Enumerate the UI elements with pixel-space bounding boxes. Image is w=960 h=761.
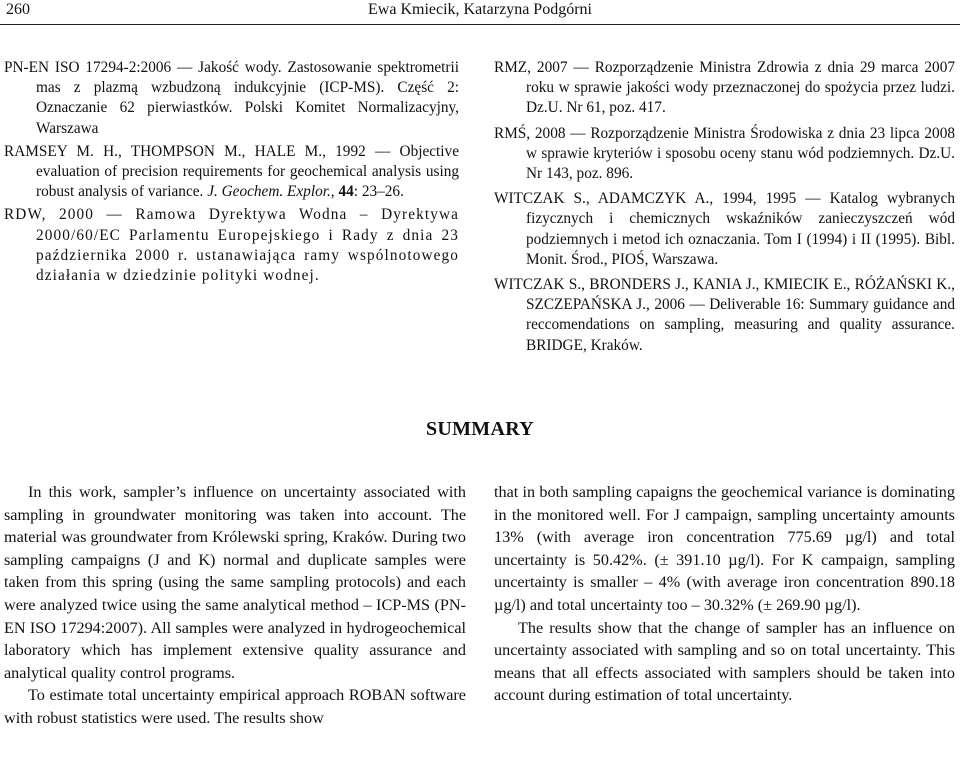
summary-paragraph: To estimate total uncertainty empirical approach ROBAN software with robust statistics were used. The results show — [4, 686, 466, 727]
reference-item: RMŚ, 2008 — Rozporządzenie Ministra Środowiska z dnia 23 lipca 2008 w sprawie kryteriów i sposobu oceny stanu wód podziemnych. Dz.U. Nr 143, poz. 896. — [494, 124, 955, 183]
summary-paragraph: that in both sampling capaigns the geochemical variance is dominating in the monitored well. For J campaign, sampling uncertainty amounts 13% (with average iron concentration 775.69 µg/l) and total uncertainty is 50.42%. (± 391.10 µg/l). For K campaign, sampling uncertainty is smaller – 4% (with average iron concentration 890.18 µg/l) and total uncertainty too – 30.32% (± 269.90 µg/l). — [494, 483, 955, 614]
reference-item: RMZ, 2007 — Rozporządzenie Ministra Zdrowia z dnia 29 marca 2007 roku w sprawie jakości wody przeznaczonej do spożycia przez ludzi. Dz.U. Nr 61, poz. 417. — [494, 59, 955, 117]
summary-heading: SUMMARY — [425, 418, 535, 440]
summary-paragraph: In this work, sampler’s influence on uncertainty associated with sampling in groundwater monitoring was taken into account. The material was groundwater from Królewski spring, Kraków. During two sampling campaigns (J and K) normal and duplicate samples were taken from this spring (using the same sampling protocols) and each were analyzed twice using the same analytical method – ICP-MS (PN-EN ISO 17294:2007). All samples were analyzed in hydrogeochemical laboratory which has implement extensive quality assurance and analytical quality control programs. — [4, 483, 466, 682]
reference-item: WITCZAK S., ADAMCZYK A., 1994, 1995 — Katalog wybranych fizycznych i chemicznych wskaźników zanieczyszczeń wód podziemnych i metod ich oznaczania. Tom I (1994) i II (1995). Bibl. Monit. Środ., PIOŚ, Warszawa. — [494, 190, 955, 268]
running-header-authors: Ewa Kmiecik, Katarzyna Podgórni — [368, 1, 592, 18]
reference-volume: 44 — [338, 183, 354, 201]
reference-item: WITCZAK S., BRONDERS J., KANIA J., KMIECIK E., RÓŻAŃSKI K., SZCZEPAŃSKA J., 2006 — Deliverable 16: Summary guidance and reccomendations on sampling, measuring and quality assurance. BRIDGE, Kraków. — [494, 276, 955, 354]
references-right-column — [494, 58, 955, 361]
page-number: 260 — [6, 1, 30, 18]
reference-title: , 1992 — Objective evaluation of precision requirements for geochemical analysis using robust analysis of variance. — [36, 142, 459, 201]
header-divider — [0, 24, 960, 25]
summary-left-column — [4, 481, 466, 730]
reference-item: PN-EN ISO 17294-2:2006 — Jakość wody. Zastosowanie spektrometrii mas z plazmą wzbudzoną indukcyjnie (ICP-MS). Część 2: Oznaczanie 62 pierwiastków. Polski Komitet Normalizacyjny, Warszawa — [4, 59, 459, 137]
reference-item: RDW, 2000 — Ramowa Dyrektywa Wodna – Dyrektywa 2000/60/EC Parlamentu Europejskiego i Rady z dnia 23 października 2000 r. ustanawiająca ramy wspólnotowego działania w dziedzinie polityki wodnej. — [4, 206, 459, 285]
references-left-column — [4, 58, 459, 289]
reference-separator: , — [330, 183, 339, 201]
reference-item — [4, 142, 459, 203]
summary-right-column — [494, 481, 955, 707]
reference-pages: : 23–26. — [353, 183, 404, 201]
reference-journal: J. Geochem. Explor. — [207, 183, 331, 201]
running-header — [0, 0, 960, 22]
summary-paragraph: The results show that the change of sampler has an influence on uncertainty associated with sampling and so on total uncertainty. This means that all effects associated with samplers should be taken into account during estimation of total uncertainty. — [494, 618, 955, 705]
reference-authors: RAMSEY M. H., THOMPSON M., HALE M. — [4, 142, 323, 160]
